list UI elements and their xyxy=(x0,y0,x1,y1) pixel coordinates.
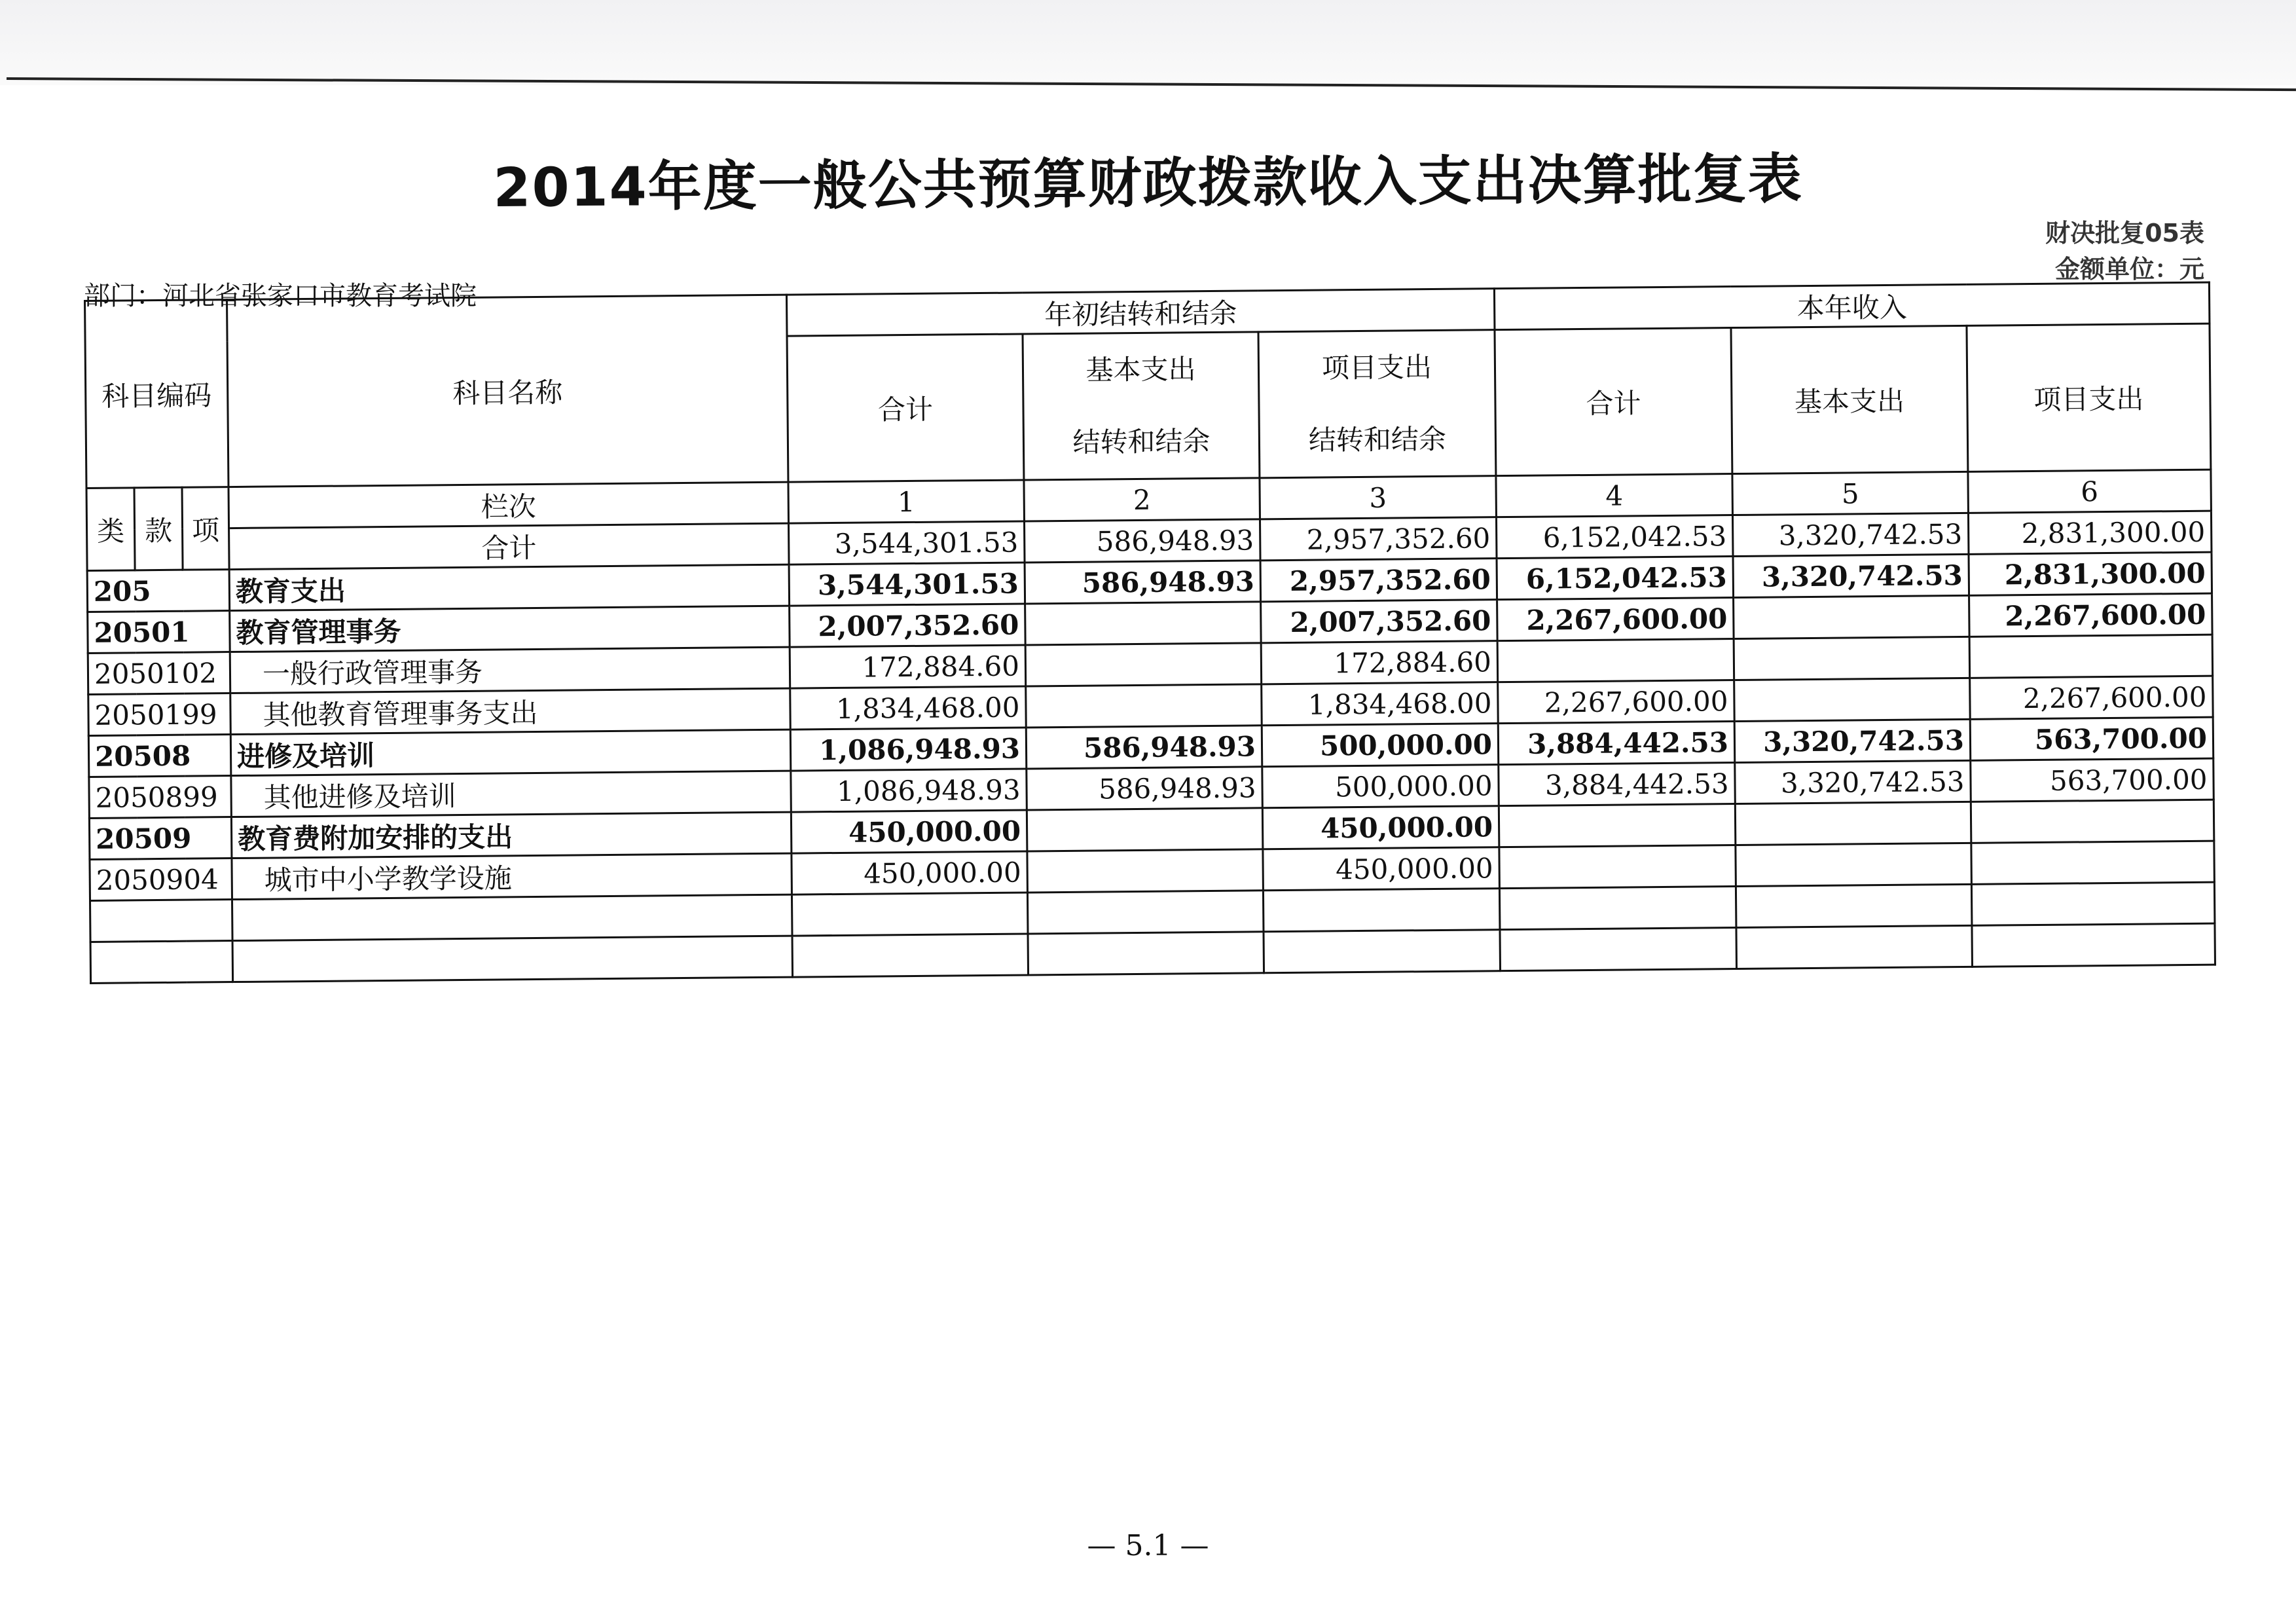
amount-cell: 1,086,948.93 xyxy=(790,728,1027,771)
column-number: 4 xyxy=(1496,474,1733,517)
header-carryover-basic xyxy=(1023,332,1260,480)
total-cell: 2,831,300.00 xyxy=(1968,511,2212,554)
total-cell: 3,320,742.53 xyxy=(1732,513,1969,556)
amount-cell xyxy=(1497,639,1734,682)
scan-top-margin xyxy=(0,0,2296,85)
header-income-total: 合计 xyxy=(1495,328,1732,476)
subject-name-cell: 其他进修及培训 xyxy=(231,771,792,817)
header-income-basic: 基本支出 xyxy=(1731,325,1968,473)
amount-cell xyxy=(1971,800,2214,843)
amount-cell xyxy=(1734,637,1970,680)
amount-cell: 2,267,600.00 xyxy=(1969,593,2213,637)
subject-name-cell: 教育支出 xyxy=(229,564,790,610)
subject-name-cell: 教育费附加安排的支出 xyxy=(231,812,792,858)
page-number: — 5.1 — xyxy=(1087,1529,1209,1562)
amount-cell: 172,884.60 xyxy=(790,645,1026,688)
subject-code-cell: 2050102 xyxy=(88,652,230,695)
approval-table-wrapper xyxy=(84,282,2216,984)
amount-cell xyxy=(1736,843,1972,886)
amount-cell xyxy=(1971,841,2215,884)
total-cell: 3,544,301.53 xyxy=(789,521,1025,564)
amount-cell xyxy=(1025,602,1262,645)
amount-cell xyxy=(1499,845,1736,889)
column-number: 2 xyxy=(1024,478,1260,521)
header-kuan: 款 xyxy=(134,487,183,570)
approval-table xyxy=(84,282,2216,984)
department-label: 部门： xyxy=(84,281,162,311)
subject-name-cell: 教育管理事务 xyxy=(230,606,790,652)
amount-cell: 2,007,352.60 xyxy=(790,604,1026,647)
amount-cell: 586,948.93 xyxy=(1025,561,1261,604)
subject-name-cell: 进修及培训 xyxy=(230,729,791,775)
amount-cell: 3,884,442.53 xyxy=(1499,763,1736,806)
subject-code-cell: 205 xyxy=(87,570,230,612)
amount-cell: 450,000.00 xyxy=(791,810,1027,853)
column-number: 5 xyxy=(1732,471,1969,515)
header-subject-name: 科目名称 xyxy=(227,295,788,487)
header-carryover-project-line2: 结转和结余 xyxy=(1308,422,1447,456)
amount-cell: 500,000.00 xyxy=(1262,724,1499,767)
amount-cell: 3,544,301.53 xyxy=(789,563,1025,606)
amount-cell: 2,267,600.00 xyxy=(1970,676,2214,719)
amount-cell: 2,957,352.60 xyxy=(1260,559,1497,602)
column-number: 3 xyxy=(1260,476,1497,519)
amount-cell: 450,000.00 xyxy=(1263,847,1500,891)
amount-cell: 3,320,742.53 xyxy=(1733,554,1969,597)
header-income-project: 项目支出 xyxy=(1967,323,2211,471)
amount-cell: 2,831,300.00 xyxy=(1969,552,2212,595)
amount-cell: 2,267,600.00 xyxy=(1498,680,1735,724)
subject-code-cell: 2050899 xyxy=(89,776,232,819)
subject-code-cell: 20501 xyxy=(88,611,230,654)
subject-code-cell: 20509 xyxy=(89,817,232,860)
header-carryover-basic-line2: 结转和结余 xyxy=(1072,424,1211,458)
amount-cell: 450,000.00 xyxy=(1262,806,1499,849)
amount-cell: 2,267,600.00 xyxy=(1497,598,1734,641)
subject-code-cell: 2050199 xyxy=(88,693,231,736)
subject-code-cell: 20508 xyxy=(88,735,231,777)
header-subject-code: 科目编码 xyxy=(85,300,228,489)
page-title: 2014年度一般公共预算财政拨款收入支出决算批复表 xyxy=(493,148,1803,219)
subject-name-cell: 一般行政管理事务 xyxy=(230,647,790,693)
amount-cell xyxy=(1027,808,1263,851)
amount-cell: 450,000.00 xyxy=(792,851,1028,895)
total-cell: 2,957,352.60 xyxy=(1260,517,1497,561)
subject-name-cell: 城市中小学教学设施 xyxy=(232,853,792,899)
amount-cell: 2,007,352.60 xyxy=(1261,600,1498,643)
amount-cell xyxy=(1734,595,1970,638)
header-group-carryover: 年初结转和结余 xyxy=(786,289,1495,336)
form-code: 财决批复05表 xyxy=(2045,219,2204,248)
column-number: 1 xyxy=(788,480,1025,523)
column-number: 6 xyxy=(1968,470,2212,513)
amount-cell xyxy=(1735,802,1971,845)
header-carryover-total: 合计 xyxy=(787,334,1024,482)
amount-cell: 586,948.93 xyxy=(1026,726,1262,769)
header-group-income: 本年收入 xyxy=(1494,282,2210,330)
amount-cell: 172,884.60 xyxy=(1261,641,1498,684)
total-cell: 6,152,042.53 xyxy=(1496,515,1733,559)
amount-cell: 586,948.93 xyxy=(1027,767,1263,810)
amount-cell: 1,834,468.00 xyxy=(790,686,1027,729)
header-carryover-basic-line1: 基本支出 xyxy=(1085,353,1196,386)
amount-cell xyxy=(1734,678,1971,721)
amount-cell: 3,320,742.53 xyxy=(1735,760,1971,803)
header-carryover-project-line1: 项目支出 xyxy=(1321,351,1432,384)
subject-code-cell: 2050904 xyxy=(90,858,232,901)
amount-cell: 3,320,742.53 xyxy=(1734,719,1971,762)
subject-name-cell: 其他教育管理事务支出 xyxy=(230,688,791,734)
amount-cell: 1,086,948.93 xyxy=(791,769,1027,812)
amount-cell xyxy=(1027,849,1264,893)
amount-cell: 6,152,042.53 xyxy=(1497,557,1734,600)
amount-cell: 500,000.00 xyxy=(1262,765,1499,808)
amount-cell xyxy=(1026,684,1262,728)
amount-unit: 金额单位：元 xyxy=(2054,255,2204,284)
header-carryover-project xyxy=(1258,330,1496,478)
amount-cell xyxy=(1025,643,1262,686)
amount-cell: 563,700.00 xyxy=(1970,717,2214,760)
header-lei: 类 xyxy=(86,488,135,571)
header-xiang: 项 xyxy=(182,487,229,570)
total-cell: 586,948.93 xyxy=(1025,519,1261,563)
amount-cell: 563,700.00 xyxy=(1971,758,2214,802)
amount-cell xyxy=(1969,635,2213,678)
department-name: 河北省张家口市教育考试院 xyxy=(162,281,477,311)
amount-cell: 3,884,442.53 xyxy=(1498,722,1735,765)
amount-cell: 1,834,468.00 xyxy=(1262,682,1499,726)
total-row-label: 合计 xyxy=(229,523,790,569)
amount-cell xyxy=(1499,804,1736,847)
column-number-label: 栏次 xyxy=(228,482,789,528)
